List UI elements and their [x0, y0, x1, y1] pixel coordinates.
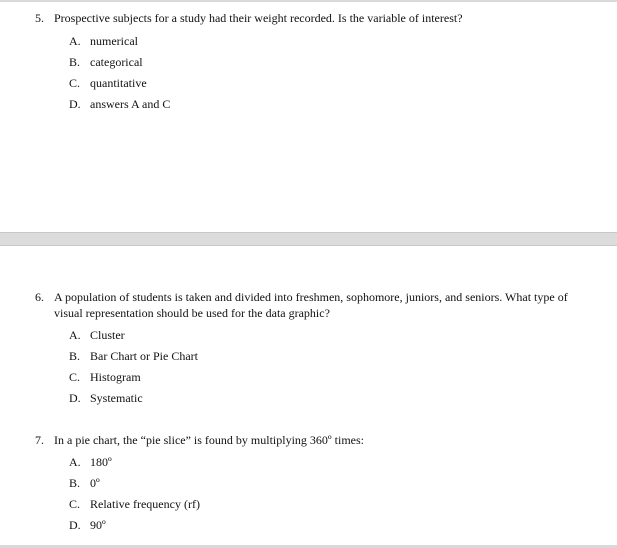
choice-letter: A. — [69, 328, 81, 342]
choice-text: 180º — [90, 455, 112, 469]
choice-text: numerical — [90, 34, 138, 48]
question-text: Prospective subjects for a study had their weight recorded. Is the variable of interest? — [54, 11, 463, 25]
choice-letter: A. — [69, 34, 81, 48]
answer-choice-a — [35, 31, 595, 52]
choice-letter: C. — [69, 497, 81, 511]
answer-choice-a — [35, 452, 595, 473]
choice-letter: D. — [69, 97, 81, 111]
choice-letter: D. — [69, 518, 81, 532]
answer-choice-b — [35, 473, 595, 494]
choice-text: 90º — [90, 518, 106, 532]
question-number: 7. — [35, 433, 44, 447]
answer-choice-b — [35, 52, 595, 73]
choice-text: categorical — [90, 55, 143, 69]
answer-choice-c — [35, 367, 595, 388]
answer-choices — [35, 325, 595, 409]
choice-text: Cluster — [90, 328, 125, 342]
question-stem — [35, 10, 595, 26]
question-text: A population of students is taken and divided into freshmen, sophomore, juniors, and seniors. What type of visual representation should be used for the data graphic? — [54, 290, 568, 320]
choice-letter: A. — [69, 455, 81, 469]
choice-letter: C. — [69, 370, 81, 384]
document-page-1 — [0, 2, 617, 232]
choice-letter: D. — [69, 391, 81, 405]
answer-choice-d — [35, 94, 595, 115]
choice-text: answers A and C — [90, 97, 171, 111]
choice-letter: B. — [69, 476, 81, 490]
choice-text: Relative frequency (rf) — [90, 497, 200, 511]
answer-choice-c — [35, 494, 595, 515]
answer-choice-a — [35, 325, 595, 346]
choice-letter: B. — [69, 349, 81, 363]
choice-letter: B. — [69, 55, 81, 69]
choice-text: 0º — [90, 476, 100, 490]
document-page-2 — [0, 246, 617, 546]
page-break — [0, 232, 617, 246]
answer-choices — [35, 31, 595, 115]
question-stem — [35, 432, 595, 448]
answer-choice-c — [35, 73, 595, 94]
answer-choice-d — [35, 388, 595, 409]
question-6 — [35, 289, 595, 409]
choice-text: Histogram — [90, 370, 141, 384]
question-number: 6. — [35, 290, 44, 304]
question-number: 5. — [35, 11, 44, 25]
answer-choice-b — [35, 346, 595, 367]
question-7 — [35, 432, 595, 536]
choice-text: Bar Chart or Pie Chart — [90, 349, 198, 363]
question-text: In a pie chart, the “pie slice” is found by multiplying 360º times: — [54, 433, 364, 447]
answer-choices — [35, 452, 595, 536]
choice-letter: C. — [69, 76, 81, 90]
question-stem — [35, 289, 595, 321]
choice-text: quantitative — [90, 76, 147, 90]
choice-text: Systematic — [90, 391, 143, 405]
question-5 — [35, 10, 595, 115]
answer-choice-d — [35, 515, 595, 536]
